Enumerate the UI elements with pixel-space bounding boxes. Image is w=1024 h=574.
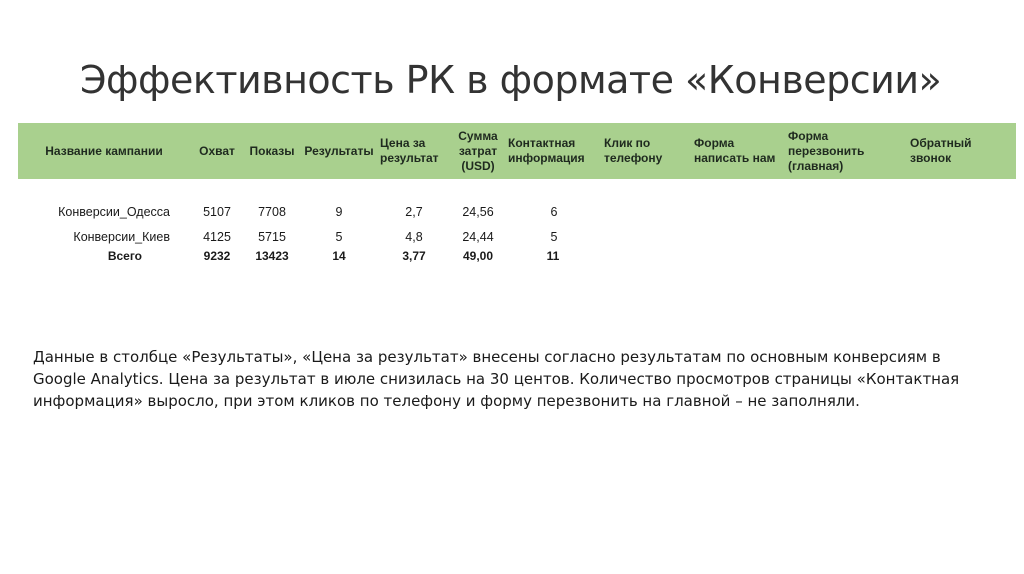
table-cell: 5 [335, 229, 343, 244]
table-cell: 5107 [203, 204, 231, 219]
table-cell [908, 249, 1016, 271]
column-header: Охват [199, 143, 235, 158]
table-cell: 9232 [203, 249, 231, 263]
table-cell [908, 224, 1016, 249]
column-header: Форма написать нам [694, 136, 776, 165]
table-cell: Конверсии_Киев [73, 229, 170, 244]
table-cell: 4125 [203, 229, 231, 244]
total-label: Всего [107, 249, 142, 263]
table-cell [786, 224, 908, 249]
table-cell: 6 [550, 204, 558, 219]
table-cell [908, 199, 1016, 224]
table-cell [692, 249, 786, 271]
table-row [18, 224, 1016, 249]
table-cell: 13423 [255, 249, 289, 263]
table-cell: 14 [332, 249, 346, 263]
table-cell: 5715 [258, 229, 286, 244]
table-row [18, 199, 1016, 224]
column-header: Сумма затрат (USD) [458, 128, 498, 173]
table-cell: 24,44 [462, 229, 494, 244]
table-cell: 49,00 [462, 249, 494, 263]
table-cell: 3,77 [402, 249, 426, 263]
table-header-row [18, 123, 1016, 179]
table-cell [692, 224, 786, 249]
column-header: Название кампании [45, 143, 163, 158]
campaign-table [18, 123, 1016, 271]
total-row [18, 249, 1016, 271]
table-cell [692, 199, 786, 224]
table-cell [602, 249, 692, 271]
table-cell [602, 199, 692, 224]
campaign-table-container [18, 123, 1016, 271]
table-cell: 9 [335, 204, 343, 219]
table-cell: Конверсии_Одесса [58, 204, 170, 219]
column-header: Клик по телефону [604, 136, 663, 165]
table-cell: 2,7 [405, 204, 423, 219]
column-header: Цена за результат [380, 136, 439, 165]
column-header: Контактная информация [508, 136, 585, 165]
spacer-row [18, 179, 1016, 199]
summary-text: Данные в столбце «Результаты», «Цена за результат» внесены согласно результатам по основным конверсиям в Google Analytics. Цена за результат в июле снизилась на 30 центов. Количество просмотров страницы «Контактная информация» выросло, при этом кликов по телефону и форму перезвонить на главной – не заполняли. [33, 348, 960, 410]
table-cell: 24,56 [462, 204, 494, 219]
column-header: Форма перезвонить (главная) [788, 128, 865, 173]
table-cell [786, 199, 908, 224]
column-header: Результаты [304, 143, 374, 158]
table-cell: 4,8 [405, 229, 423, 244]
page-title: Эффективность РК в формате «Конверсии» [80, 58, 942, 102]
table-cell: 11 [546, 249, 560, 263]
table-cell: 5 [550, 229, 558, 244]
table-cell: 7708 [258, 204, 286, 219]
column-header: Показы [249, 143, 295, 158]
table-cell [786, 249, 908, 271]
table-cell [602, 224, 692, 249]
column-header: Обратный звонок [910, 136, 972, 165]
